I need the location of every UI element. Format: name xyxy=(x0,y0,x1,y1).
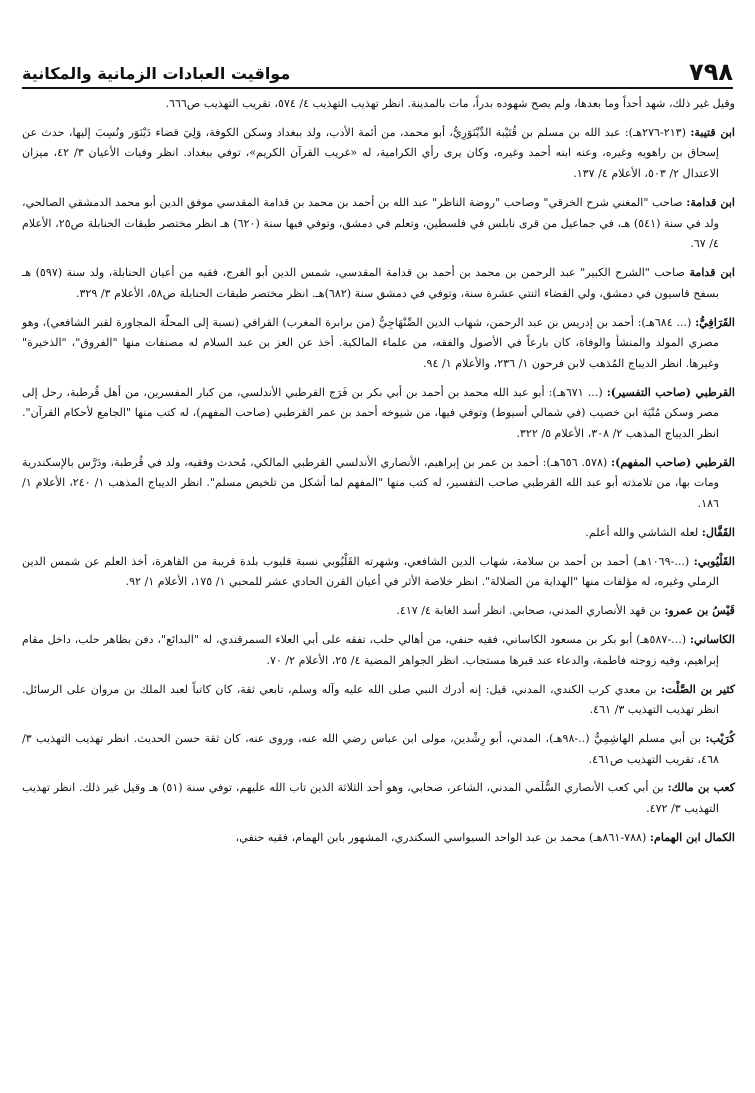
biography-entry xyxy=(22,630,735,671)
biography-entry xyxy=(22,729,735,770)
page-body xyxy=(22,94,735,857)
entry-continuation xyxy=(22,94,735,115)
entry-text: بن معدي كرب الكندي، المدني، قيل: إنه أدرك النبي صلى الله عليه وآله وسلم، تابعي ثقة، كان كاتباً لعبد الملك بن مروان على الرسائل. انظر تهذيب التهذيب ٣/ ٤٦١. xyxy=(22,682,719,717)
entry-heading: ابن قدامة xyxy=(689,266,735,280)
entry-text: لعله الشاشي والله أعلم. xyxy=(585,525,699,539)
entry-text: (٢١٣-٢٧٦هـ): عبد الله بن مسلم بن قُتَيْبة الدِّيْنَوَرِيُّ، أبو محمد، من أئمة الأدب، ولد ببغداد وسكن الكوفة، وَلِيَ قضاء دَيْنَوَر ونُسِبَ إليها، حدث عن إسحاق بن راهويه وغيره، وعنه ابنه أحمد وغيره، وكان يرى رأي الكرامية، له «غريب القرآن الكريم»، توفي ببغداد. انظر وفيات الأعيان ٣/ ٤٢، ميزان الاعتدال ٢/ ٥٠٣، الأعلام ٤/ ١٣٧. xyxy=(22,125,720,181)
entry-heading: قَيْسُ بن عمرو: xyxy=(664,604,735,618)
entry-text: بن أبي كعب الأنصاري السُّلَمي المدني، الشاعر، صحابي، وهو أحد الثلاثة الذين تاب الله عليهم، توفي سنة (٥١) هـ وقيل غير ذلك. انظر تهذيب التهذيب ٣/ ٤٧٢. xyxy=(22,781,719,816)
biography-entry xyxy=(22,453,735,515)
biography-entry xyxy=(22,552,735,593)
entry-text: صاحب "المغني شرح الخرقي" وصاحب "روضة الناظر" عبد الله بن أحمد بن محمد بن قدامة المقدسي موفق الدين أبو محمد الدمشقي الصالحي، ولد في سنة (٥٤١) هـ، في جماعيل من قرى نابلس في فلسطين، وتعلم في دمشق، وتوفي فيها سنة (٦٢٠) هـ انظر مختصر طبقات الحنابلة ص٢٥، الأعلام ٤/ ٦٧. xyxy=(22,195,720,251)
entry-heading: القرطبي (صاحب التفسير): xyxy=(606,385,736,399)
page-header xyxy=(22,52,733,89)
running-title: مواقيت العبادات الزمانية والمكانية xyxy=(22,64,291,83)
entry-heading: القَلْيُوبي: xyxy=(693,554,735,568)
biography-entry xyxy=(22,778,735,819)
biography-entry xyxy=(22,383,735,445)
biography-entry xyxy=(22,193,735,255)
biography-entry xyxy=(22,313,735,375)
entry-text: (٥٧٨. ٦٥٦هـ): أحمد بن عمر بن إبراهيم، الأنصاري الأندلسي القرطبي المالكي، مُحدث وفقيه، ولد في قُرطبة، ودَرَّس بالإسكندرية ومات بها، من تلامذته أبو عبد الله القرطبي صاحب التفسير، له كتب منها "المفهم لما أشكل من تلخيص مسلم". انظر الديباج المذهب ١/ ٢٤٠، الأعلام ١/ ١٨٦. xyxy=(22,455,719,510)
entry-heading: ابن قدامة: xyxy=(686,195,735,209)
entry-text: (... ٦٨٤هـ): أحمد بن إدريس بن عبد الرحمن، شهاب الدين الصِّنْهَاجِيُّ (من برابرة المغرب) القرافي (نسبة إلى المحلّة المجاورة لقبر الشافعي)، وهو مصري المولد والمنشأ والوفاة، كان بارعاً في الأصول والفقه، من علماء المالكية. أخذ عن العز بن عبد السلام له مصنفات منها "الفروق"، "الذخيرة" وغيرها. انظر الديباج المُذهب لابن فرحون ١/ ٢٣٦، والأعلام ١/ ٩٤. xyxy=(22,315,719,370)
entry-text: (٧٨٨-٨٦١هـ) محمد بن عبد الواحد السيواسي السكندري، المشهور بابن الهمام، فقيه حنفي، xyxy=(235,830,647,844)
entry-heading: كثير بن الصَّلْت: xyxy=(661,682,735,696)
entry-text: (... ٦٧١هـ): أبو عبد الله محمد بن أحمد بن أبي بكر بن فَرَج القرطبي الأندلسي، من كبار المفسرين، من أهل قُرطبة، رحل إلى مصر وسكن مُنْيَة ابن خصيب (في شمالي أسيوط) وتوفي فيها، من شيوخه أحمد بن عمر القرطبي (صاحب المفهم)، له كتب منها "الجامع لأحكام القرآن". انظر الديباج المذهب ٢/ ٣٠٨، الأعلام ٥/ ٣٢٢. xyxy=(22,385,719,440)
entry-text: بن قهد الأنصاري المدني، صحابي. انظر أسد الغابة ٤/ ٤١٧. xyxy=(396,604,661,618)
entry-heading: كعب بن مالك: xyxy=(667,781,735,795)
biography-entry xyxy=(22,263,735,304)
entry-text: صاحب "الشرح الكبير" عبد الرحمن بن محمد بن أحمد بن قدامة المقدسي، شمس الدين أبو الفرج، فقيه من أعيان الحنابلة، ولد سنة (٥٩٧) هـ بسفح قاسيون في دمشق، ولي القضاء اثنتي عشرة سنة، وتوفي في دمشق سنة (٦٨٢)هـ. انظر مختصر طبقات الحنابلة ص٥٨، الأعلام ٣/ ٣٢٩. xyxy=(22,266,719,300)
page-number: ٧٩٨ xyxy=(689,58,733,86)
entry-heading: الكمال ابن الهمام: xyxy=(649,830,735,844)
biography-entry xyxy=(22,523,735,544)
biography-entry xyxy=(22,123,735,185)
entry-text: بن أبي مسلم الهاشِمِيُّ (..-٩٨هـ)، المدني، أبو رِشْدين، مولى ابن عباس رضي الله عنه، وروى عنه، كان ثقة حسن الحديث. انظر تهذيب التهذيب ٣/ ٤٦٨، تقريب التهذيب ص٤٦١. xyxy=(22,732,719,766)
entry-text: (...-١٠٦٩هـ) أحمد بن أحمد بن سلامة، شهاب الدين الشافعي، وشهرته القَلْيُوبي نسبة قليوب بلدة قريبة من القاهرة، أخذ العلم عن شمس الدين الرملي وغيره، له مؤلفات منها "الهداية من الضلالة". انظر خلاصة الأثر في أعيان القرن الحادي عشر للمحبي ١/ ١٧٥، الأعلام ١/ ٩٢. xyxy=(22,554,719,589)
entry-heading: ابن قتيبة: xyxy=(690,125,735,139)
entry-heading: القَرَافِيُّ: xyxy=(695,315,736,329)
biography-entry xyxy=(22,828,735,849)
entry-heading: القَفَّال: xyxy=(701,525,735,539)
entry-text: (...-٥٨٧هـ) أبو بكر بن مسعود الكاساني، فقيه حنفي، من أهالي حلب، تفقه على أبي العلاء السمرقندي، له "البدائع"، دفن بظاهر حلب، داخل مقام إبراهيم، وفيه زوجته فاطمة، والدعاء عند قبرها مستجاب. انظر الجواهر المضية ٤/ ٢٥، الأعلام ٢/ ٧٠. xyxy=(22,633,719,667)
biography-entry xyxy=(22,680,735,721)
entry-heading: كُرَيْب: xyxy=(705,732,735,745)
entry-text: وقيل غير ذلك، شهد أحداً وما بعدها، ولم يصح شهوده بدراً، مات بالمدينة. انظر تهذيب التهذيب ٤/ ٥٧٤، تقريب التهذيب ص٦٦٦. xyxy=(165,97,735,110)
entry-heading: القرطبي (صاحب المفهم): xyxy=(611,455,736,469)
biography-entry xyxy=(22,601,735,622)
entry-heading: الكاساني: xyxy=(689,633,735,647)
